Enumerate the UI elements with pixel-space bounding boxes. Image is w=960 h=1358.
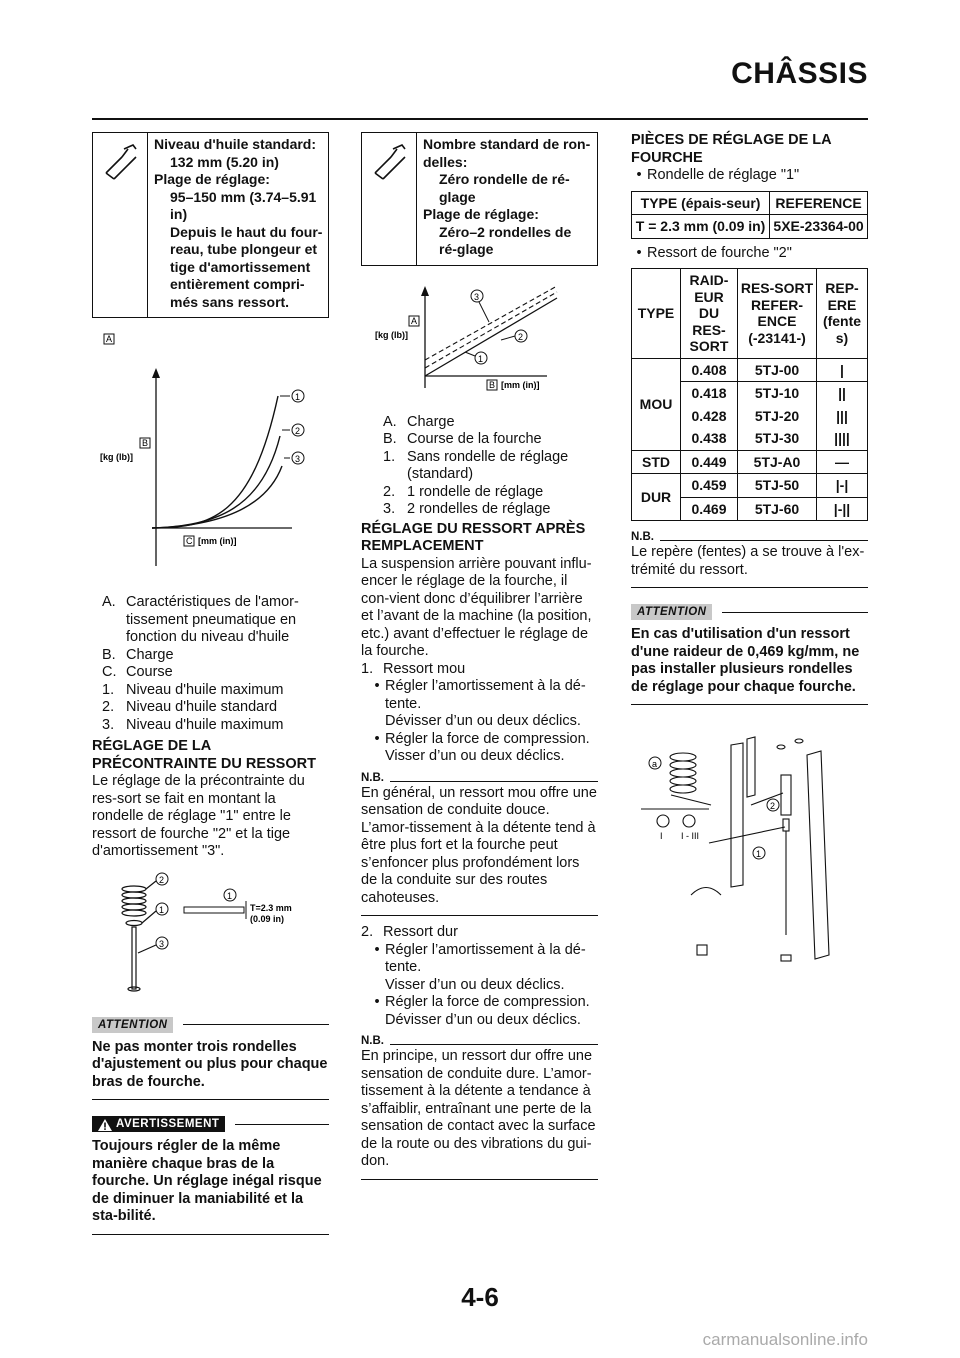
bullet-subtext: Dévisser d’un ou deux déclics.: [385, 1011, 581, 1028]
graph-legend: [92, 594, 329, 734]
attention-box: [631, 604, 868, 705]
graph-label-a: A: [106, 334, 113, 344]
table-cell: ||||: [817, 427, 868, 450]
attention-box: [92, 1017, 329, 1101]
column-right: [631, 132, 868, 975]
graph-label-b: B: [142, 438, 149, 448]
fork-parts-figure: [631, 735, 868, 975]
step-item: 2. Ressort dur: [361, 924, 458, 940]
thickness-label: T=2.3 mm: [250, 902, 292, 913]
figure-callout: 1: [159, 904, 165, 915]
table-cell: 5TJ-50: [738, 474, 817, 498]
note-text: Le repère (fentes) a se trouve à l'ex-trémité du ressort.: [631, 544, 865, 578]
spec-label: Nombre standard de ron-delles:: [423, 136, 591, 170]
legend-item: A. Charge: [383, 413, 455, 430]
legend-item: 3. 2 rondelles de réglage: [383, 501, 551, 517]
table-header: REP-ERE (fente s): [817, 269, 868, 359]
table-cell: —: [817, 450, 868, 474]
table-cell: T = 2.3 mm (0.09 in): [632, 215, 770, 239]
table-header: REFERENCE: [770, 191, 868, 215]
table-cell: ||: [817, 382, 868, 405]
spring-table: [631, 268, 868, 521]
graph-label-c: C: [186, 536, 193, 546]
table-group-cell: DUR: [632, 474, 681, 521]
figure-callout: 3: [159, 938, 165, 949]
attention-label: ATTENTION: [92, 1017, 173, 1033]
table-header: RES-SORT REFER-ENCE (-23141-): [738, 269, 817, 359]
table-group-cell: MOU: [632, 358, 681, 450]
spec-label: Niveau d'huile standard:: [154, 136, 317, 152]
note-label: N.B.: [361, 1035, 384, 1047]
load-stroke-graph: [361, 280, 598, 414]
warning-triangle-icon: [98, 1119, 112, 1131]
legend-item: 3. Niveau d'huile maximum: [102, 716, 284, 733]
note-label: N.B.: [361, 771, 384, 784]
table-cell: 0.408: [681, 358, 738, 382]
graph-legend: [361, 414, 598, 519]
attention-text: En cas d'utilisation d'un ressort d'une raideur de 0,469 kg/mm, ne pas installer plusieurs rondelles de réglage pour chaque fourche.: [631, 626, 860, 695]
watermark: carmanualsonline.info: [702, 1330, 868, 1349]
spec-note: Depuis le haut du four-reau, tube plongeur et tige d'amortissement entièrement compri-més sans ressort.: [170, 223, 323, 310]
y-axis-unit: [kg (lb)]: [375, 329, 408, 340]
note-text: En principe, un ressort dur offre une sensation de conduite dure. L’amor-tissement à la détente a tendance à s’affaiblir, entraînant une perte de la sensation de contact avec la surface de la route ou des vibrations du gui-don.: [361, 1048, 596, 1169]
warning-label: AVERTISSEMENT: [116, 1118, 220, 1130]
bullet-subtext: Dévisser d’un ou deux déclics.: [385, 713, 581, 729]
figure-callout: 2: [770, 801, 776, 811]
legend-item: 2. Niveau d'huile standard: [102, 699, 278, 715]
table-cell: 5TJ-30: [738, 427, 817, 450]
graph-callout: 1: [295, 392, 301, 402]
warning-text: Toujours régler de la même manière chaque bras de la fourche. Un réglage inégal risque de diminuer la maniabilité et la sta-bilité.: [92, 1138, 322, 1224]
paragraph: La suspension arrière pouvant influ-encer le réglage de la fourche, il con-vient donc d’équilibrer l’arrière et l’avant de la machine (la position, etc.) avant d’effectuer le réglage de la fourche.: [361, 555, 592, 659]
warning-box: [92, 1116, 329, 1235]
note-label: N.B.: [631, 531, 654, 543]
table-cell: 5TJ-00: [738, 358, 817, 382]
washer-spec-box: [361, 132, 598, 266]
table-cell: 5TJ-10: [738, 382, 817, 405]
attention-label: ATTENTION: [631, 604, 712, 620]
wrench-icon: [93, 133, 148, 317]
spec-label: Plage de réglage:: [154, 171, 270, 187]
thickness-label-in: (0.09 in): [250, 913, 285, 924]
header-rule: [92, 118, 868, 120]
table-cell: 5TJ-20: [738, 405, 817, 428]
step-item: 1. Ressort mou: [361, 660, 466, 677]
table-cell: 0.428: [681, 405, 738, 428]
note-box: [631, 531, 868, 588]
graph-callout: 2: [518, 331, 524, 342]
table-group-cell: STD: [632, 450, 681, 474]
air-damping-graph: [92, 326, 329, 594]
table-header: TYPE (épais-seur): [632, 191, 770, 215]
legend-item: 1. Niveau d'huile maximum: [102, 681, 284, 698]
figure-callout: 1: [756, 849, 762, 859]
spec-value: 132 mm (5.20 in): [170, 153, 279, 170]
spec-label: Plage de réglage:: [423, 206, 539, 222]
table-cell: |||: [817, 405, 868, 428]
section-heading: RÉGLAGE DE LA PRÉCONTRAINTE DU RESSORT: [92, 738, 316, 772]
bullet-item: • Régler l’amortissement à la dé-tente.: [374, 678, 586, 712]
table-cell: 5XE-23364-00: [770, 215, 868, 239]
section-heading: RÉGLAGE DU RESSORT APRÈS REMPLACEMENT: [361, 520, 586, 554]
legend-item: B. Charge: [102, 646, 174, 663]
note-text: En général, un ressort mou offre une sensation de conduite douce. L’amor-tissement à la détente tend à être plus fort et la fourche peut s’enfoncer plus profondément lors de la conduite sur des routes cahoteuses.: [361, 784, 597, 906]
legend-item: 2. 1 rondelle de réglage: [383, 483, 544, 500]
page-title: CHÂSSIS: [731, 57, 868, 90]
graph-label-a: A: [411, 315, 418, 326]
table-header: TYPE: [632, 269, 681, 359]
x-axis-unit: [mm (in)]: [198, 536, 237, 546]
note-box: [361, 1035, 598, 1180]
column-middle: [361, 132, 598, 1180]
paragraph: Le réglage de la précontrainte du res-sort se fait en montant la rondelle de réglage "1" entre le ressort de fourche "2" et la tige d'amortissement "3".: [92, 773, 305, 859]
bullet-item: • Ressort de fourche "2": [636, 244, 792, 261]
figure-callout: 2: [159, 874, 165, 885]
bullet-item: • Régler la force de compression.: [374, 994, 590, 1010]
legend-item: B. Course de la fourche: [383, 431, 542, 447]
graph-callout: 3: [295, 454, 301, 464]
graph-label-b: B: [489, 379, 496, 390]
table-cell: 0.469: [681, 497, 738, 521]
spec-value: Zéro rondelle de ré-glage: [439, 171, 570, 205]
spec-value: 95–150 mm (3.74–5.91 in): [170, 188, 317, 222]
wrench-icon: [362, 133, 417, 265]
legend-item: C. Course: [102, 664, 173, 680]
graph-callout: 3: [474, 291, 480, 302]
bullet-subtext: Visser d’un ou deux déclics.: [385, 748, 565, 764]
table-cell: 0.418: [681, 382, 738, 405]
table-header: RAID-EUR DU RES-SORT: [681, 269, 738, 359]
bullet-item: • Rondelle de réglage "1": [636, 167, 800, 183]
x-axis-unit: [mm (in)]: [501, 379, 540, 390]
spec-value: Zéro–2 rondelles de ré-glage: [439, 223, 572, 257]
attention-text: Ne pas monter trois rondelles d'ajustement ou plus pour chaque bras de fourche.: [92, 1038, 328, 1090]
graph-callout: 2: [295, 426, 301, 436]
table-cell: |-|: [817, 474, 868, 498]
mark-label: I: [660, 831, 663, 841]
table-cell: 5TJ-A0: [738, 450, 817, 474]
section-heading: PIÈCES DE RÉGLAGE DE LA FOURCHE: [631, 132, 832, 166]
table-cell: 0.438: [681, 427, 738, 450]
mark-label: I - III: [681, 831, 699, 841]
table-cell: 0.459: [681, 474, 738, 498]
table-cell: |: [817, 358, 868, 382]
graph-callout: 1: [478, 353, 484, 364]
bullet-subtext: Visser d’un ou deux déclics.: [385, 976, 565, 993]
oil-level-spec-box: [92, 132, 329, 318]
legend-item: A. Caractéristiques de l'amor-tissement pneumatique en fonction du niveau d'huile: [102, 594, 299, 645]
washer-table: [631, 191, 868, 239]
figure-callout: 1: [227, 890, 233, 901]
table-cell: 5TJ-60: [738, 497, 817, 521]
figure-callout: a: [652, 759, 658, 769]
legend-item: 1. Sans rondelle de réglage (standard): [383, 448, 569, 482]
y-axis-unit: [kg (lb)]: [100, 452, 133, 462]
column-left: [92, 132, 329, 1235]
bullet-item: • Régler l’amortissement à la dé-tente.: [374, 941, 586, 975]
bullet-item: • Régler la force de compression.: [374, 730, 590, 747]
note-box: [361, 772, 598, 917]
table-cell: |-||: [817, 497, 868, 521]
table-cell: 0.449: [681, 450, 738, 474]
spring-washer-figure: [92, 867, 329, 1007]
page-number: 4-6: [461, 1282, 499, 1312]
